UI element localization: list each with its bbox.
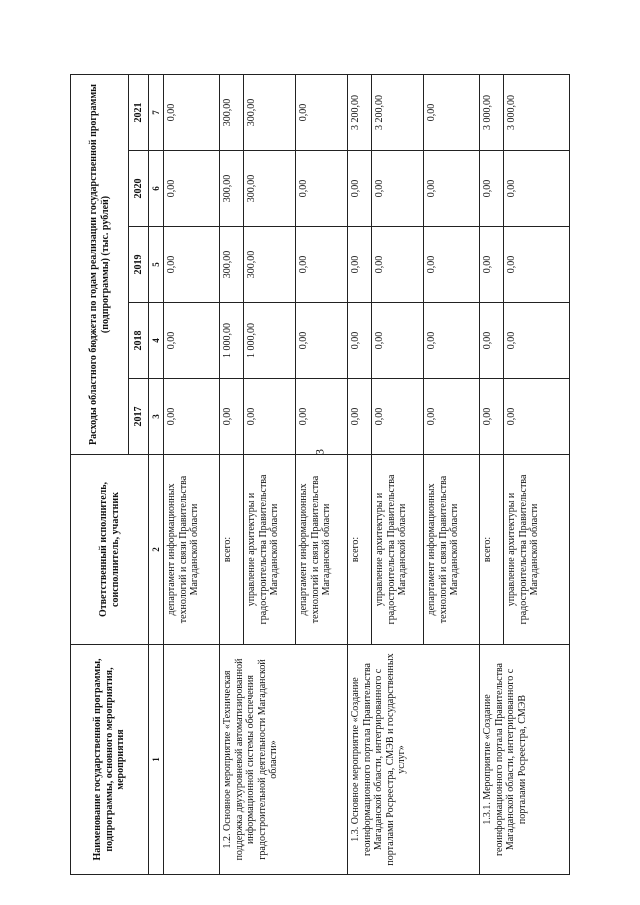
value-2018: 0,00	[424, 303, 480, 379]
value-2020: 0,00	[480, 151, 504, 227]
column-index-row	[149, 75, 164, 875]
value-2021: 0,00	[296, 75, 348, 151]
column-index: 1	[149, 645, 164, 875]
executor-cell: всего:	[220, 455, 244, 645]
program-name-cell	[164, 645, 220, 875]
executor-cell: департамент информационных технологий и связи Правительства Магаданской области	[164, 455, 220, 645]
year-2017: 2017	[129, 379, 149, 455]
value-2019: 300,00	[220, 227, 244, 303]
table-row	[348, 75, 372, 875]
value-2019: 0,00	[504, 227, 570, 303]
header-executor: Ответственный исполнитель, соисполнитель, участник	[71, 455, 149, 645]
value-2019: 0,00	[164, 227, 220, 303]
year-2018: 2018	[129, 303, 149, 379]
value-2017: 0,00	[220, 379, 244, 455]
value-2017: 0,00	[348, 379, 372, 455]
value-2018: 1 000,00	[244, 303, 296, 379]
value-2017: 0,00	[480, 379, 504, 455]
value-2020: 300,00	[244, 151, 296, 227]
header-name: Наименование государственной программы, подпрограммы, основного мероприятия, мероприятия	[71, 645, 149, 875]
value-2018: 0,00	[372, 303, 424, 379]
value-2018: 0,00	[348, 303, 372, 379]
column-index: 7	[149, 75, 164, 151]
value-2021: 0,00	[164, 75, 220, 151]
executor-cell: управление архитектуры и градостроительства Правительства Магаданской области	[504, 455, 570, 645]
executor-cell: управление архитектуры и градостроительства Правительства Магаданской области	[244, 455, 296, 645]
value-2017: 0,00	[296, 379, 348, 455]
program-name-cell: 1.3.1. Мероприятие «Создание геоинформационного портала Правительства Магаданской области, интегрированного с порталами Росреестра, СМЭВ	[480, 645, 570, 875]
value-2017: 0,00	[164, 379, 220, 455]
value-2019: 0,00	[480, 227, 504, 303]
value-2018: 0,00	[504, 303, 570, 379]
budget-table	[70, 74, 570, 875]
table-row	[480, 75, 504, 875]
value-2018: 0,00	[480, 303, 504, 379]
year-2020: 2020	[129, 151, 149, 227]
executor-cell: департамент информационных технологий и связи Правительства Магаданской области	[296, 455, 348, 645]
value-2017: 0,00	[244, 379, 296, 455]
executor-cell: департамент информационных технологий и связи Правительства Магаданской области	[424, 455, 480, 645]
year-2021: 2021	[129, 75, 149, 151]
value-2018: 1 000,00	[220, 303, 244, 379]
value-2019: 0,00	[296, 227, 348, 303]
rotated-table-wrapper	[70, 75, 570, 875]
value-2021: 3 200,00	[372, 75, 424, 151]
column-index: 6	[149, 151, 164, 227]
value-2021: 3 200,00	[348, 75, 372, 151]
column-index: 5	[149, 227, 164, 303]
value-2021: 0,00	[424, 75, 480, 151]
value-2020: 0,00	[504, 151, 570, 227]
executor-cell: управление архитектуры и градостроительства Правительства Магаданской области	[372, 455, 424, 645]
value-2021: 3 000,00	[504, 75, 570, 151]
header-row	[71, 75, 129, 875]
program-name-cell: 1.3. Основное мероприятие «Создание геоинформационного портала Правительства Магаданской области, интегрированного с порталами Росреестра, СМЭВ и государственных услуг»	[348, 645, 480, 875]
value-2020: 0,00	[372, 151, 424, 227]
program-name-cell: 1.2. Основное мероприятие «Техническая поддержка двухуровневой автоматизированной информационной системы обеспечения градостроительной деятельности Магаданской области»	[220, 645, 348, 875]
value-2021: 3 000,00	[480, 75, 504, 151]
value-2019: 300,00	[244, 227, 296, 303]
executor-cell: всего:	[480, 455, 504, 645]
table-row	[164, 75, 220, 875]
value-2017: 0,00	[424, 379, 480, 455]
value-2021: 300,00	[244, 75, 296, 151]
value-2018: 0,00	[164, 303, 220, 379]
table-row	[220, 75, 244, 875]
column-index: 4	[149, 303, 164, 379]
value-2019: 0,00	[348, 227, 372, 303]
executor-cell: всего:	[348, 455, 372, 645]
value-2017: 0,00	[372, 379, 424, 455]
value-2018: 0,00	[296, 303, 348, 379]
column-index: 3	[149, 379, 164, 455]
value-2020: 0,00	[424, 151, 480, 227]
value-2021: 300,00	[220, 75, 244, 151]
value-2019: 0,00	[424, 227, 480, 303]
value-2020: 0,00	[164, 151, 220, 227]
value-2020: 0,00	[348, 151, 372, 227]
value-2017: 0,00	[504, 379, 570, 455]
column-index: 2	[149, 455, 164, 645]
value-2020: 300,00	[220, 151, 244, 227]
value-2020: 0,00	[296, 151, 348, 227]
page-number: 3	[312, 449, 327, 455]
header-budget: Расходы областного бюджета по годам реализации государственной программы (подпрограммы) (тыс. рублей)	[71, 75, 129, 455]
year-2019: 2019	[129, 227, 149, 303]
value-2019: 0,00	[372, 227, 424, 303]
